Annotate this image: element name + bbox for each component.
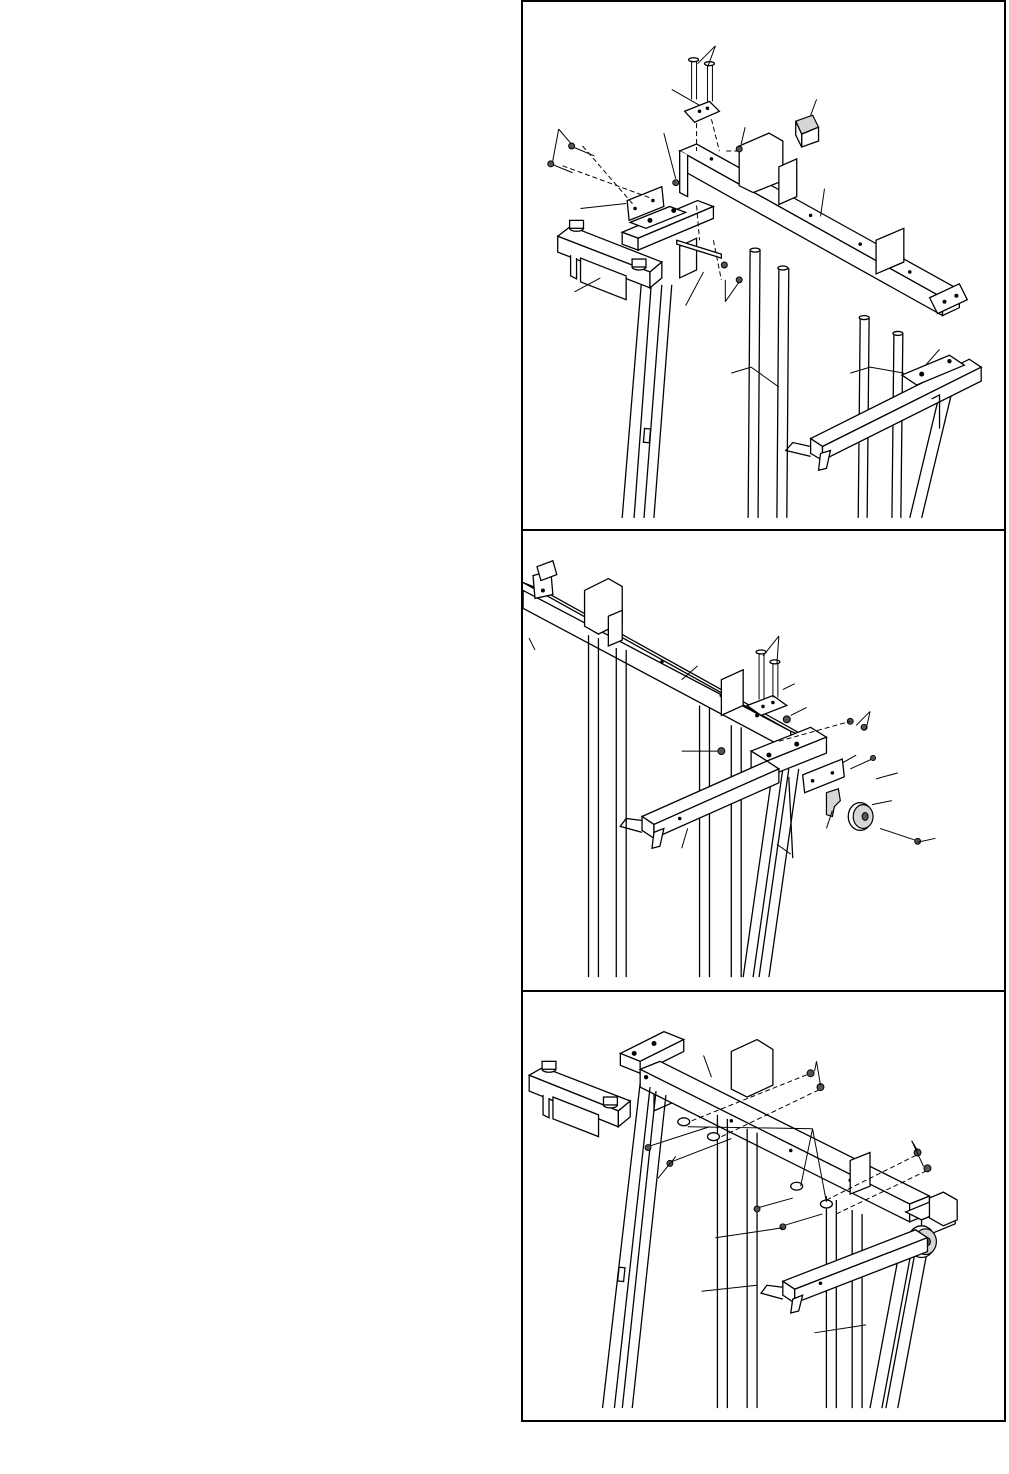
assembly-figure-3 xyxy=(521,990,1006,1422)
callout-leaders xyxy=(553,46,940,387)
top-crossbar xyxy=(640,1061,929,1222)
seat-cross-tube xyxy=(529,1061,630,1136)
end-cap xyxy=(796,115,819,147)
blank-text-column xyxy=(0,0,500,1474)
center-posts xyxy=(748,248,789,518)
assembly-figure-1 xyxy=(521,0,1006,531)
pulley-bracket xyxy=(826,789,840,817)
pulley-bolt xyxy=(880,828,921,844)
figure-3-drawing xyxy=(523,992,1004,1420)
pulley xyxy=(848,803,873,831)
figure-2-drawing xyxy=(523,531,1004,990)
figure-1-drawing xyxy=(523,2,1004,529)
assembly-figure-2 xyxy=(521,529,1006,992)
left-upright-frame xyxy=(622,275,672,518)
top-crossbar xyxy=(680,133,968,315)
side-plate xyxy=(548,143,664,220)
top-crossbar xyxy=(523,561,810,751)
lower-arm-with-hook xyxy=(786,355,981,470)
